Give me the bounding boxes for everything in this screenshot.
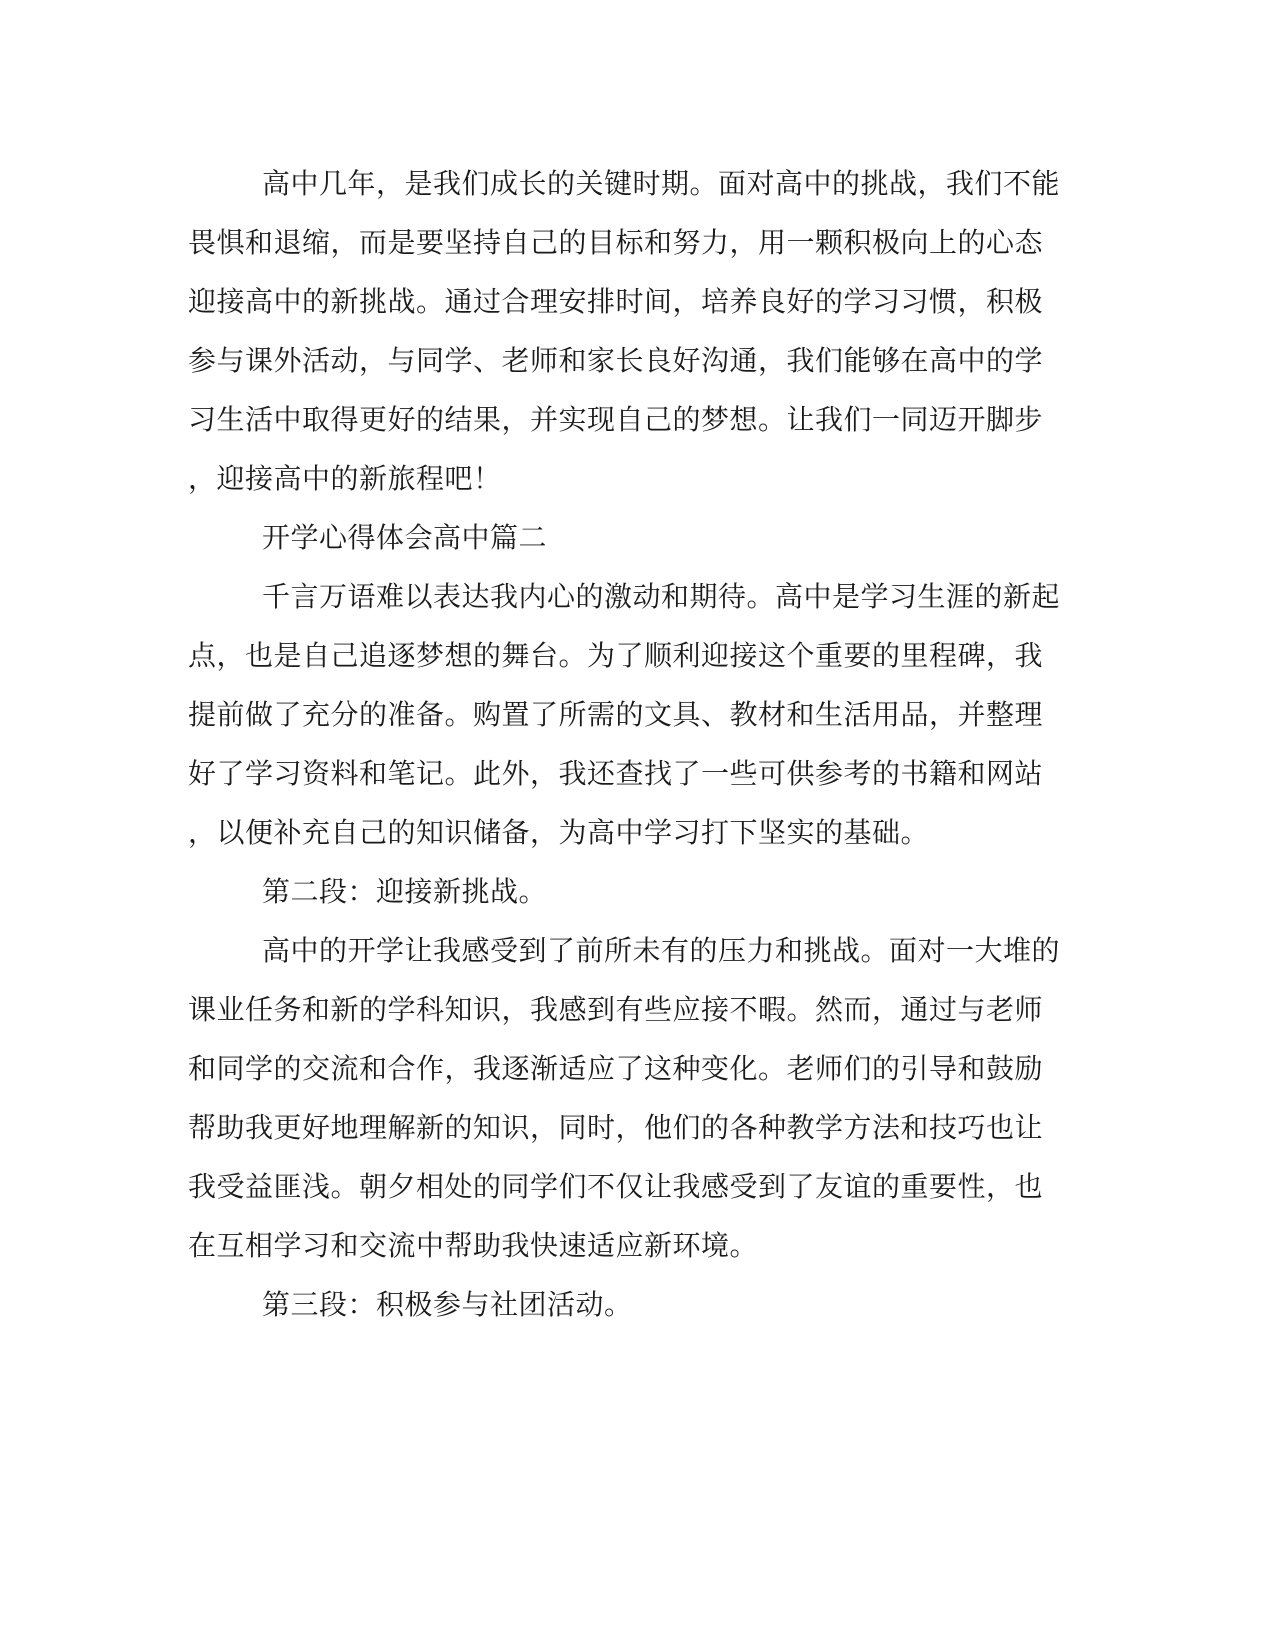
section-heading: 第三段：积极参与社团活动。 [262,1288,633,1321]
paragraph-line: 高中几年，是我们成长的关键时期。面对高中的挑战，我们不能 [262,167,1061,200]
paragraph-line: 迎接高中的新挑战。通过合理安排时间，培养良好的学习习惯，积极 [188,285,1044,318]
paragraph-line: ，以便补充自己的知识储备，为高中学习打下坚实的基础。 [188,816,930,849]
paragraph-line: 帮助我更好地理解新的知识，同时，他们的各种教学方法和技巧也让 [188,1111,1044,1144]
paragraph-line: 高中的开学让我感受到了前所未有的压力和挑战。面对一大堆的 [262,934,1061,967]
paragraph-line: 畏惧和退缩，而是要坚持自己的目标和努力，用一颗积极向上的心态 [188,226,1044,259]
section-heading: 第二段：迎接新挑战。 [262,875,548,908]
paragraph-line: 在互相学习和交流中帮助我快速适应新环境。 [188,1229,759,1262]
paragraph-line: 好了学习资料和笔记。此外，我还查找了一些可供参考的书籍和网站 [188,757,1044,790]
paragraph-line: ，迎接高中的新旅程吧！ [188,462,502,495]
paragraph-line: 我受益匪浅。朝夕相处的同学们不仅让我感受到了友谊的重要性，也 [188,1170,1044,1203]
paragraph-line: 和同学的交流和合作，我逐渐适应了这种变化。老师们的引导和鼓励 [188,1052,1044,1085]
paragraph-line: 点，也是自己追逐梦想的舞台。为了顺利迎接这个重要的里程碑，我 [188,639,1044,672]
section-heading: 开学心得体会高中篇二 [262,521,548,554]
paragraph-line: 习生活中取得更好的结果，并实现自己的梦想。让我们一同迈开脚步 [188,403,1044,436]
paragraph-line: 提前做了充分的准备。购置了所需的文具、教材和生活用品，并整理 [188,698,1044,731]
paragraph-line: 参与课外活动，与同学、老师和家长良好沟通，我们能够在高中的学 [188,344,1044,377]
paragraph-line: 课业任务和新的学科知识，我感到有些应接不暇。然而，通过与老师 [188,993,1044,1026]
paragraph-line: 千言万语难以表达我内心的激动和期待。高中是学习生涯的新起 [262,580,1061,613]
